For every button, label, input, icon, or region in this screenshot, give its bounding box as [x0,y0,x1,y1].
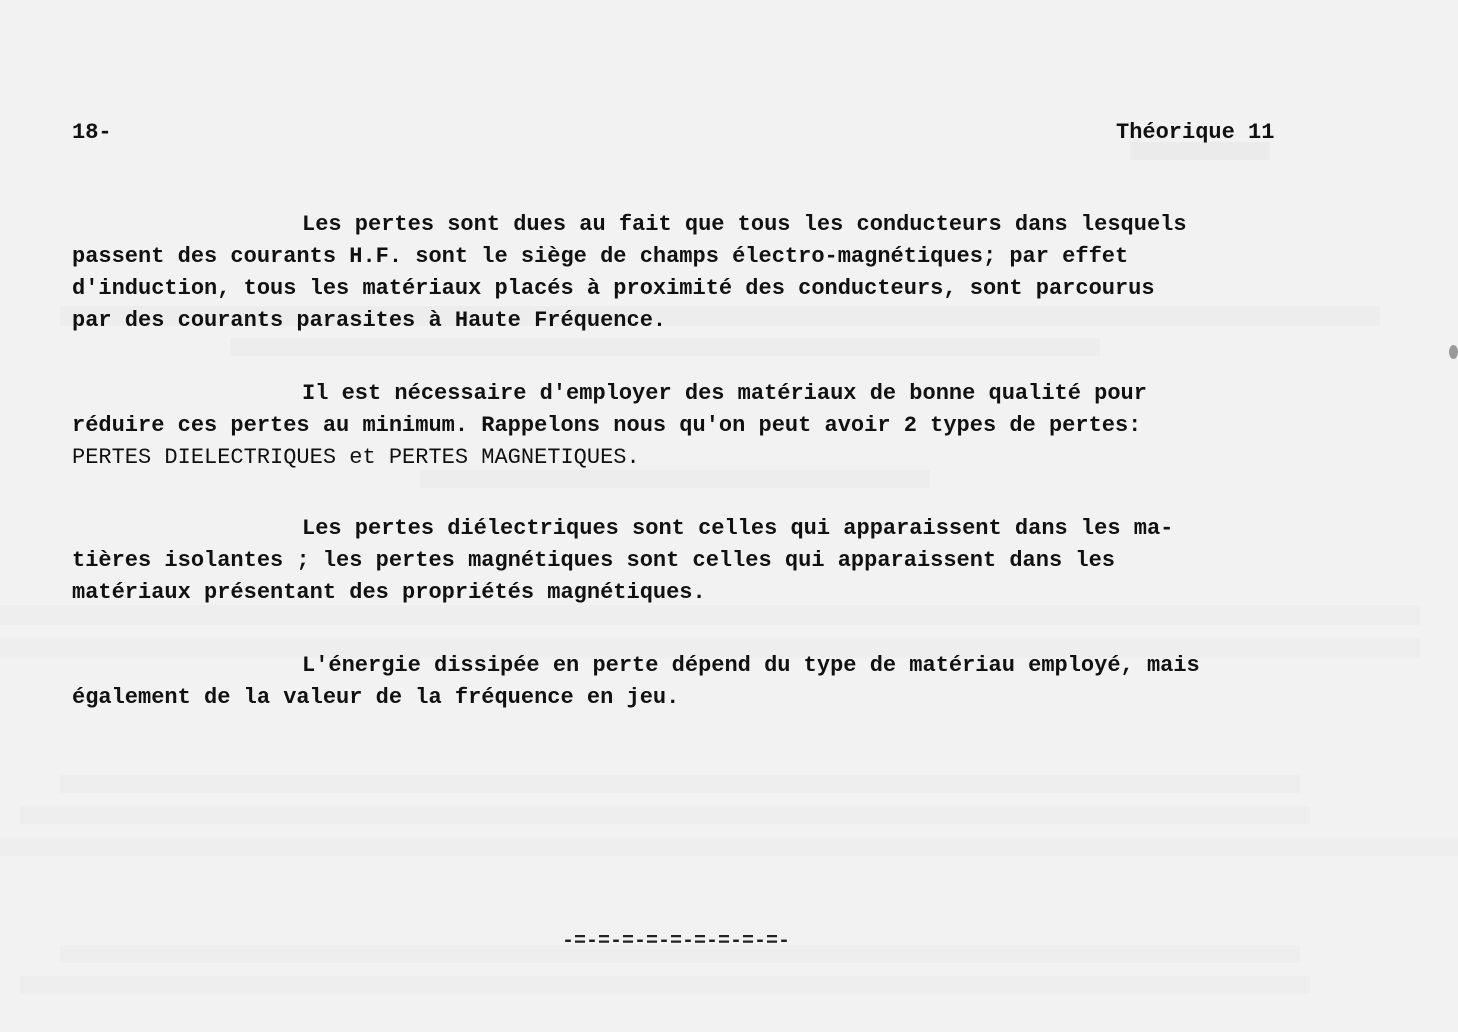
paragraph-line: tières isolantes ; les pertes magnétiques sont celles qui apparaissent dans les [72,548,1115,573]
bleed-through-text [20,976,1310,994]
page-number: 18- [72,120,112,145]
bleed-through-text [60,775,1300,793]
paragraph-line: matériaux présentant des propriétés magnétiques. [72,580,706,605]
paragraph-line: par des courants parasites à Haute Fréquence. [72,308,667,333]
paragraph-line: réduire ces pertes au minimum. Rappelons nous qu'on peut avoir 2 types de pertes: [72,413,1142,438]
section-title: Théorique 11 [1116,120,1275,145]
section-separator: -=-=-=-=-=-=-=-=-=- [562,930,791,953]
paragraph [72,513,1372,609]
paragraph-line: également de la valeur de la fréquence en jeu. [72,685,680,710]
scan-artifact [1449,345,1458,359]
paragraph [72,650,1372,714]
paragraph-line: PERTES DIELECTRIQUES et PERTES MAGNETIQUES. [72,445,640,470]
bleed-through-text [230,338,1100,356]
bleed-through-text [20,806,1310,824]
paragraph-line: L'énergie dissipée en perte dépend du type de matériau employé, mais [302,653,1200,678]
paragraph-line: d'induction, tous les matériaux placés à proximité des conducteurs, sont parcourus [72,276,1155,301]
paragraph-line: Il est nécessaire d'employer des matériaux de bonne qualité pour [302,381,1147,406]
paragraph-line: Les pertes diélectriques sont celles qui apparaissent dans les ma- [302,516,1174,541]
bleed-through-text [0,838,1458,856]
paragraph-line: passent des courants H.F. sont le siège de champs électro-magnétiques; par effet [72,244,1129,269]
paragraph-line: Les pertes sont dues au fait que tous les conducteurs dans lesquels [302,212,1187,237]
paragraph [72,209,1372,337]
paragraph [72,378,1372,474]
